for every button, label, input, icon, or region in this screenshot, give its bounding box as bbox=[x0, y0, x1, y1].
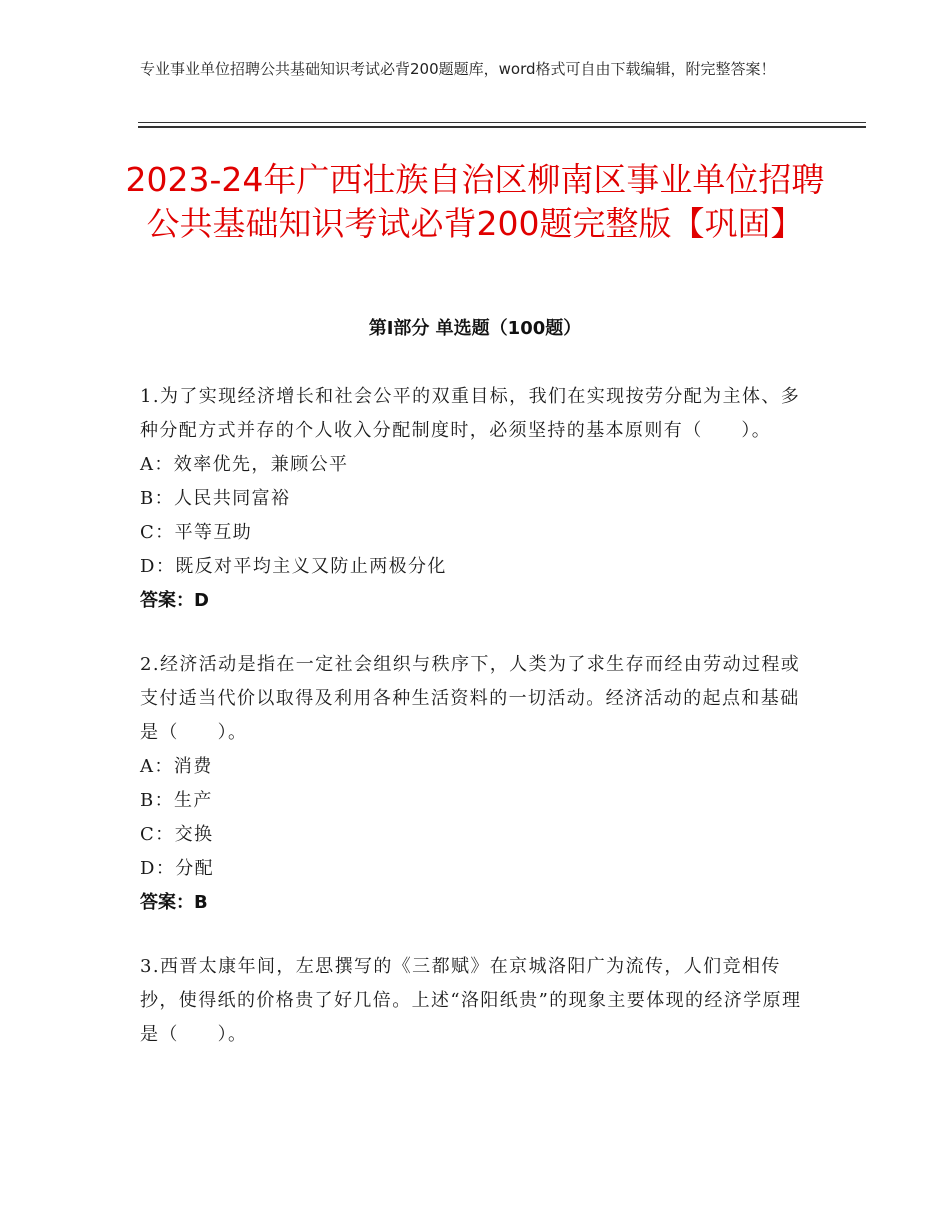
question-2 bbox=[140, 648, 805, 920]
header-divider-thick bbox=[138, 126, 866, 128]
option-a: A：效率优先，兼顾公平 bbox=[140, 454, 349, 475]
question-stem: 1.为了实现经济增长和社会公平的双重目标，我们在实现按劳分配为主体、多种分配方式并存的个人收入分配制度时，必须坚持的基本原则有（ ）。 bbox=[140, 386, 801, 441]
document-title: 2023-24年广西壮族自治区柳南区事业单位招聘公共基础知识考试必背200题完整版【巩固】 bbox=[125, 160, 825, 243]
question-stem: 3.西晋太康年间，左思撰写的《三都赋》在京城洛阳广为流传，人们竞相传抄，使得纸的价格贵了好几倍。上述“洛阳纸贵”的现象主要体现的经济学原理是（ ）。 bbox=[140, 956, 802, 1045]
option-b: B：生产 bbox=[140, 790, 213, 811]
question-1 bbox=[140, 380, 805, 618]
option-a: A：消费 bbox=[140, 756, 213, 777]
header-divider-thin bbox=[138, 122, 866, 123]
option-b: B：人民共同富裕 bbox=[140, 488, 291, 509]
question-stem: 2.经济活动是指在一定社会组织与秩序下，人类为了求生存而经由劳动过程或支付适当代价以取得及利用各种生活资料的一切活动。经济活动的起点和基础是（ ）。 bbox=[140, 654, 801, 743]
question-3 bbox=[140, 950, 805, 1052]
answer-label: 答案：D bbox=[140, 590, 209, 611]
option-c: C：平等互助 bbox=[140, 522, 253, 543]
answer-label: 答案：B bbox=[140, 892, 208, 913]
question-list bbox=[140, 380, 805, 1082]
header-note: 专业事业单位招聘公共基础知识考试必背200题题库，word格式可自由下载编辑，附完整答案！ bbox=[140, 60, 776, 78]
section-heading: 第Ⅰ部分 单选题（100题） bbox=[368, 318, 582, 339]
option-c: C：交换 bbox=[140, 824, 214, 845]
option-d: D：既反对平均主义又防止两极分化 bbox=[140, 556, 447, 577]
option-d: D：分配 bbox=[140, 858, 215, 879]
